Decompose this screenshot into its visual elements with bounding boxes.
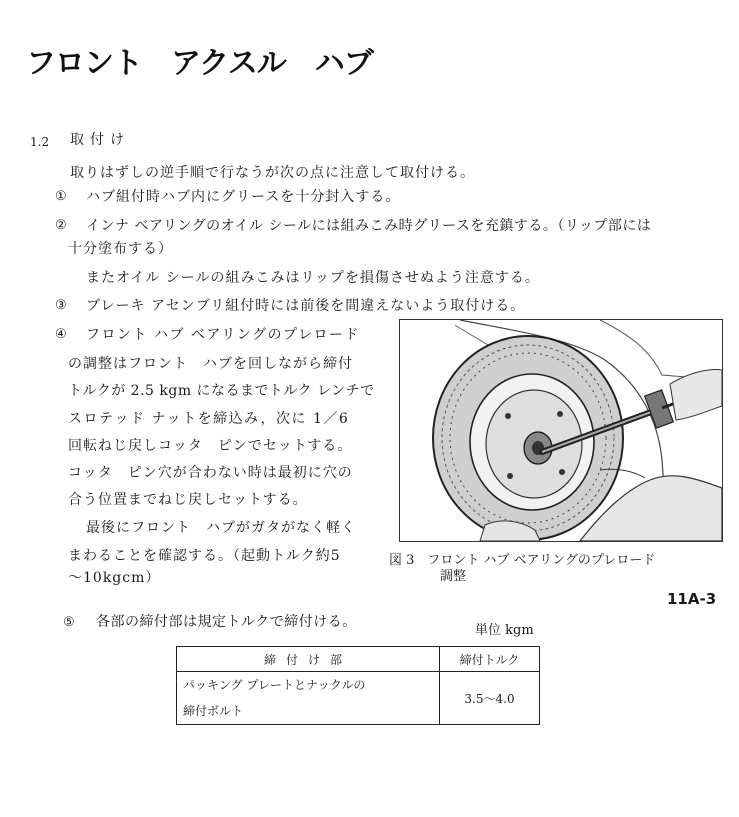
section-title: 取付け	[70, 132, 130, 148]
item-1-marker: ①	[55, 189, 67, 204]
item-2-line-2: 十分塗布する）	[68, 241, 173, 257]
table-row	[177, 672, 540, 725]
item-1-text: ハブ組付時ハブ内にグリースを十分封入する。	[86, 189, 401, 205]
tire-wrench-drawing	[400, 320, 722, 541]
item-4-line-1: フロント ハブ ベアリングのプレロード	[86, 327, 360, 343]
item-4-marker: ④	[55, 327, 67, 342]
item-5-marker: ⑤	[63, 615, 75, 630]
item-4-line-3: トルクが 2.5 kgm になるまでトルク レンチで	[68, 383, 375, 399]
row-label-line-1: パッキング プレートとナックルの	[183, 678, 366, 692]
figure-caption-line-1: 図 3 フロント ハブ ベアリングのプレロード	[389, 553, 656, 568]
figure-caption-line-2: 調整	[440, 569, 467, 584]
item-4-line-2: の調整はフロント ハブを回しながら締付	[68, 356, 353, 372]
page-number: 11A-3	[667, 590, 717, 608]
header-fastening-part: 締付け部	[177, 647, 440, 672]
item-3-marker: ③	[55, 298, 67, 313]
item-2-line-3: またオイル シールの組みこみはリップを損傷させぬよう注意する。	[86, 270, 540, 286]
table-unit: 単位 kgm	[475, 623, 534, 638]
item-4-line-4: スロテッド ナットを締込み，次に 1／6	[68, 411, 350, 427]
item-4-line-5: 回転ねじ戻しコッタ ピンでセットする。	[68, 438, 353, 454]
section-number: 1.2	[30, 135, 50, 149]
item-2-line-1: インナ ベアリングのオイル シールには組みこみ時グリースを充鎮する。（リップ部には	[86, 218, 652, 234]
row-label	[177, 672, 440, 725]
page-title: フロント アクスル ハブ	[26, 46, 373, 81]
table-header-row	[177, 647, 540, 672]
torque-spec-table	[176, 646, 540, 725]
item-4-line-6: コッタ ピン穴が合わない時は最初に穴の	[68, 465, 353, 481]
item-5-text: 各部の締付部は規定トルクで締付ける。	[96, 614, 357, 630]
item-3-text: ブレーキ アセンブリ組付時には前後を間違えないよう取付ける。	[86, 298, 526, 314]
item-4-line-9: まわることを確認する。（起動トルク約5	[68, 548, 341, 564]
header-torque: 締付トルク	[440, 647, 540, 672]
section-intro: 取りはずしの逆手順で行なうが次の点に注意して取付ける。	[70, 165, 475, 181]
item-4-line-10: ～10kgcm）	[68, 570, 161, 586]
item-4-line-7: 合う位置までねじ戻しセットする。	[68, 492, 308, 508]
row-label-line-2: 締付ボルト	[183, 704, 244, 718]
item-2-marker: ②	[55, 218, 67, 233]
item-4-line-8: 最後にフロント ハブがガタがなく軽く	[86, 520, 356, 536]
figure-wheel-hub-illustration	[399, 319, 723, 542]
row-value: 3.5～4.0	[440, 672, 540, 725]
